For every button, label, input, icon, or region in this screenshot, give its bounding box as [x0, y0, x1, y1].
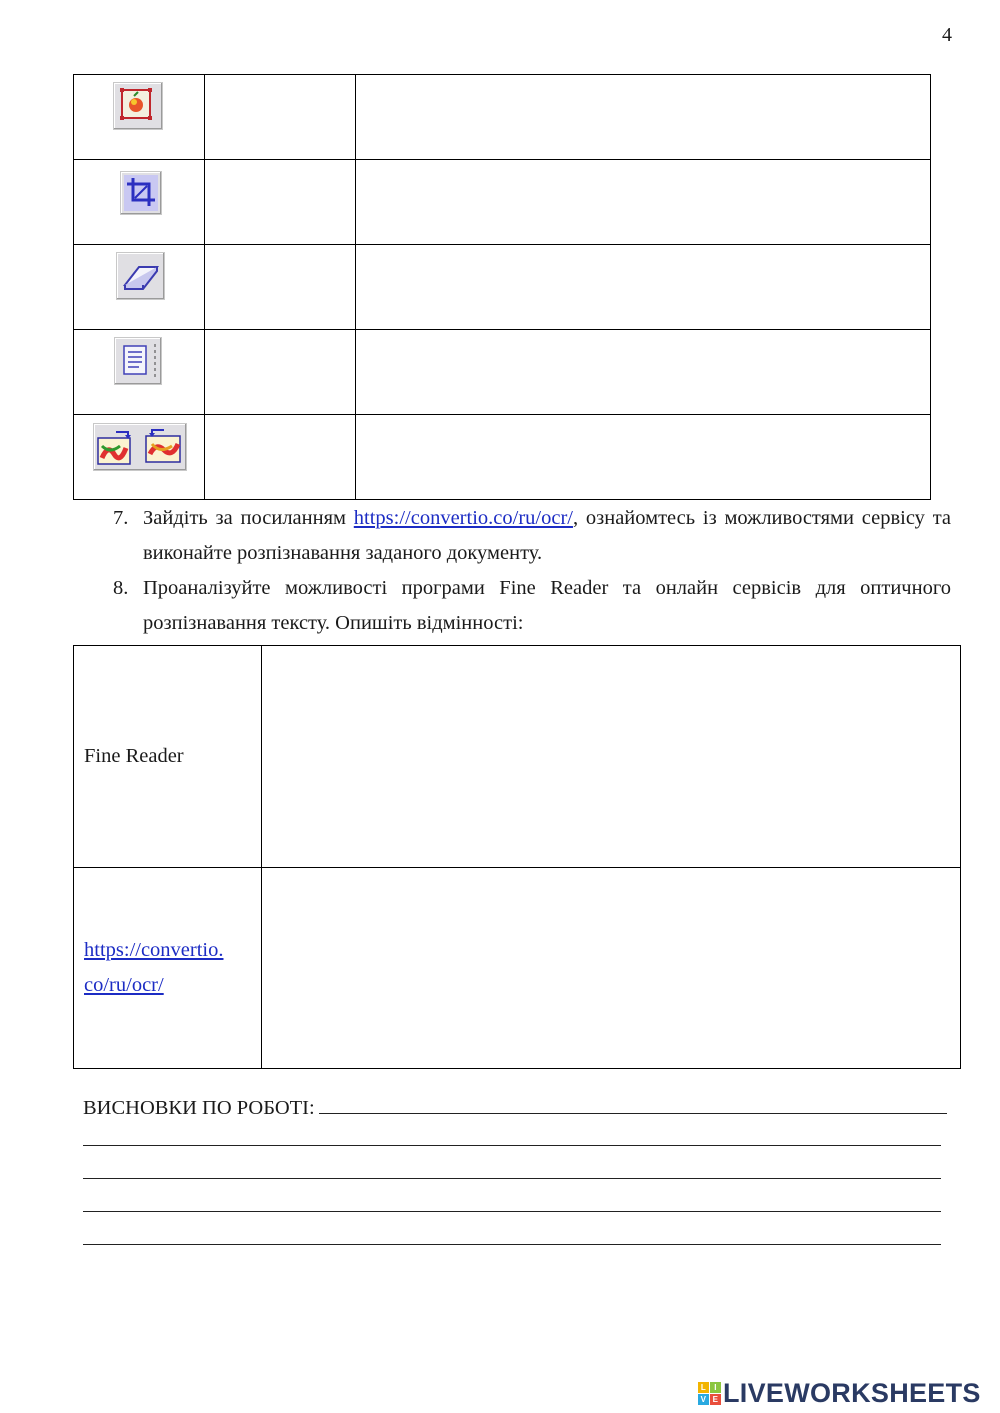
table-row: [74, 868, 961, 1069]
list-item-text: Проаналізуйте можливості програми Fine Reader та онлайн сервісів для оптичного розпізнавання тексту. Опишіть відмінності:: [143, 577, 951, 634]
tool-description-cell[interactable]: [356, 330, 931, 415]
tool-name-cell[interactable]: [205, 245, 356, 330]
tool-description-cell[interactable]: [356, 415, 931, 500]
table-row: [74, 245, 931, 330]
table-row: [74, 415, 931, 500]
tool-description-cell[interactable]: [356, 245, 931, 330]
tool-name-cell[interactable]: [205, 75, 356, 160]
page-number: 4: [942, 24, 952, 46]
convertio-link[interactable]: https://convertio.co/ru/ocr/: [353, 507, 573, 529]
rotate-image-icons: [93, 423, 187, 471]
tool-name-cell[interactable]: [205, 330, 356, 415]
tools-table: [73, 74, 931, 500]
liveworksheets-brand: [698, 1377, 981, 1409]
comparison-table: [73, 645, 961, 1069]
tool-name-cell[interactable]: [205, 160, 356, 245]
crop-icon: [120, 171, 162, 215]
convertio-answer-cell[interactable]: [262, 868, 961, 1069]
table-row: [74, 330, 931, 415]
table-row: [74, 160, 931, 245]
finereader-answer-cell[interactable]: [262, 646, 961, 868]
list-item-text: Зайдіть за посиланням https://convertio.co/ru/ocr/, ознайомтесь із можливостями сервісу та виконайте розпізнавання заданого документу.: [143, 507, 951, 564]
list-item-number: 8.: [113, 577, 129, 599]
list-item-number: 7.: [113, 507, 129, 529]
answer-line[interactable]: [83, 1211, 941, 1212]
liveworksheets-logo-icon: L I V E: [698, 1382, 721, 1405]
brand-text: LIVEWORKSHEETS: [723, 1377, 981, 1408]
finereader-label: Fine Reader: [74, 646, 262, 868]
table-row: [74, 75, 931, 160]
select-image-area-icon: [113, 82, 163, 130]
text-area-icon: [114, 337, 162, 385]
tool-name-cell[interactable]: [205, 415, 356, 500]
list-item: [108, 571, 951, 641]
answer-line[interactable]: [83, 1178, 941, 1179]
convertio-table-link[interactable]: https://convertio. co/ru/ocr/: [84, 939, 224, 996]
conclusions-section: [83, 1087, 953, 1251]
answer-line[interactable]: [83, 1244, 941, 1245]
eraser-icon: [116, 252, 165, 300]
tool-description-cell[interactable]: [356, 160, 931, 245]
answer-line[interactable]: [319, 1113, 947, 1114]
list-item: [108, 501, 951, 571]
conclusions-label: ВИСНОВКИ ПО РОБОТІ:: [83, 1097, 315, 1119]
table-row: [74, 646, 961, 868]
convertio-label: [74, 868, 262, 1069]
answer-line[interactable]: [83, 1145, 941, 1146]
tool-description-cell[interactable]: [356, 75, 931, 160]
